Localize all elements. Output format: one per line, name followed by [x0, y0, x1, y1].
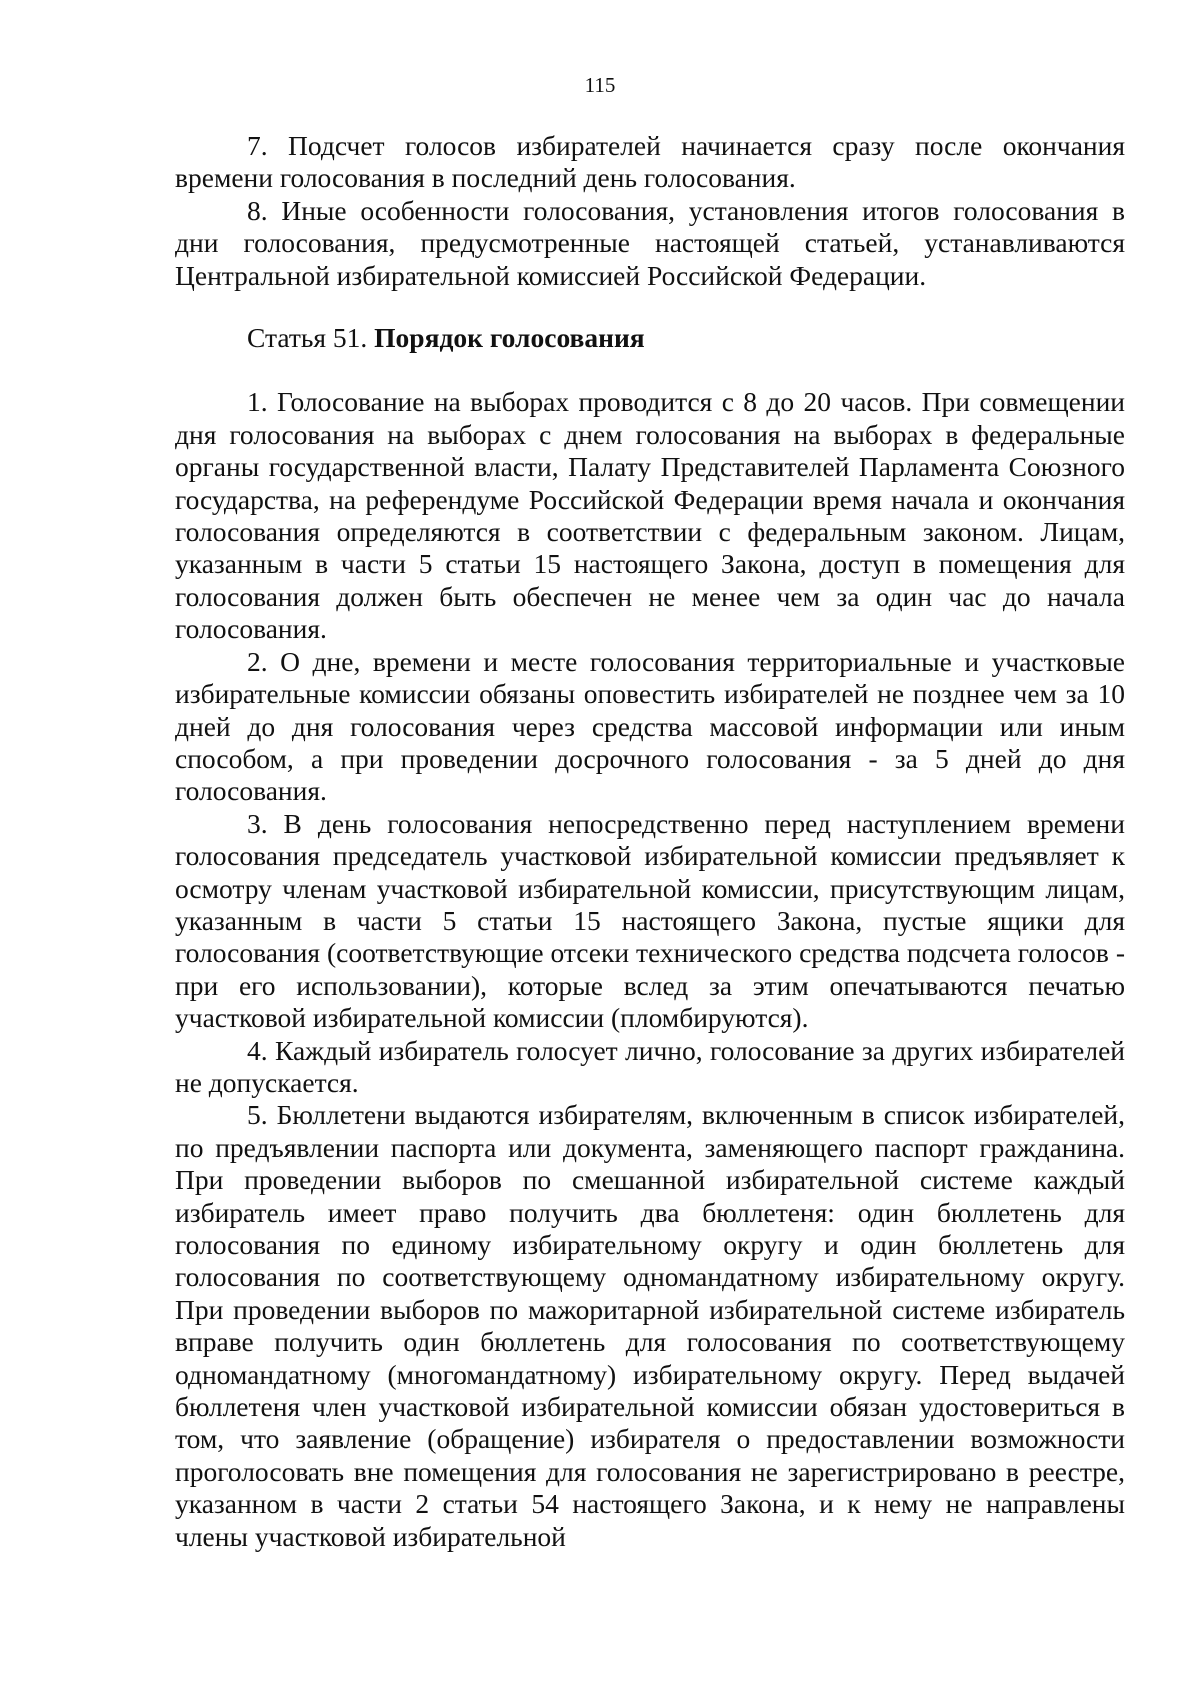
article-paragraph-4: 4. Каждый избиратель голосует лично, голосование за других избирателей не допускается. [175, 1034, 1125, 1098]
article-paragraph-3: 3. В день голосования непосредственно перед наступлением времени голосования председатель участковой избирательной комиссии предъявляет к осмотру членам участковой избирательной комиссии, присутствующим лицам, указанным в части 5 статьи 15 настоящего Закона, пустые ящики для голосования (соответствующие отсеки технического средства подсчета голосов - при его использовании), которые вслед за этим опечатываются печатью участковой избирательной комиссии (пломбируются). [175, 807, 1125, 1034]
article-paragraph-1: 1. Голосование на выборах проводится с 8 до 20 часов. При совмещении дня голосования на выборах с днем голосования на выборах в федеральные органы государственной власти, Палату Представителей Парламента Союзного государства, на референдуме Российской Федерации время начала и окончания голосования определяются в соответствии с федеральным законом. Лицам, указанным в части 5 статьи 15 настоящего Закона, доступ в помещения для голосования должен быть обеспечен не менее чем за один час до начала голосования. [175, 386, 1125, 645]
paragraph-8: 8. Иные особенности голосования, установления итогов голосования в дни голосования, предусмотренные настоящей статьей, устанавливаются Центральной избирательной комиссией Российской Федерации. [175, 194, 1125, 291]
article-paragraph-5: 5. Бюллетени выдаются избирателям, включенным в список избирателей, по предъявлении паспорта или документа, заменяющего паспорт гражданина. При проведении выборов по смешанной избирательной системе каждый избиратель имеет право получить два бюллетеня: один бюллетень для голосования по единому избирательному округу и один бюллетень для голосования по соответствующему одномандатному избирательному округу. При проведении выборов по мажоритарной избирательной системе избиратель вправе получить один бюллетень для голосования по соответствующему одномандатному (многомандатному) избирательному округу. Перед выдачей бюллетеня член участковой избирательной комиссии обязан удостовериться в том, что заявление (обращение) избирателя о предоставлении возможности проголосовать вне помещения для голосования не зарегистрировано в реестре, указанном в части 2 статьи 54 настоящего Закона, и к нему не направлены члены участковой избирательной [175, 1099, 1125, 1552]
article-title: Порядок голосования [374, 322, 645, 354]
article-paragraph-2: 2. О дне, времени и месте голосования территориальные и участковые избирательные комиссии обязаны оповестить избирателей не позднее чем за 10 дней до дня голосования через средства массовой информации или иным способом, а при проведении досрочного голосования - за 5 дней до дня голосования. [175, 645, 1125, 807]
paragraph-7: 7. Подсчет голосов избирателей начинается сразу после окончания времени голосования в последний день голосования. [175, 130, 1125, 194]
page-number: 115 [584, 73, 616, 97]
article-number: Статья 51. [247, 322, 368, 354]
article-heading [175, 322, 1125, 354]
document-body [175, 130, 1125, 1553]
